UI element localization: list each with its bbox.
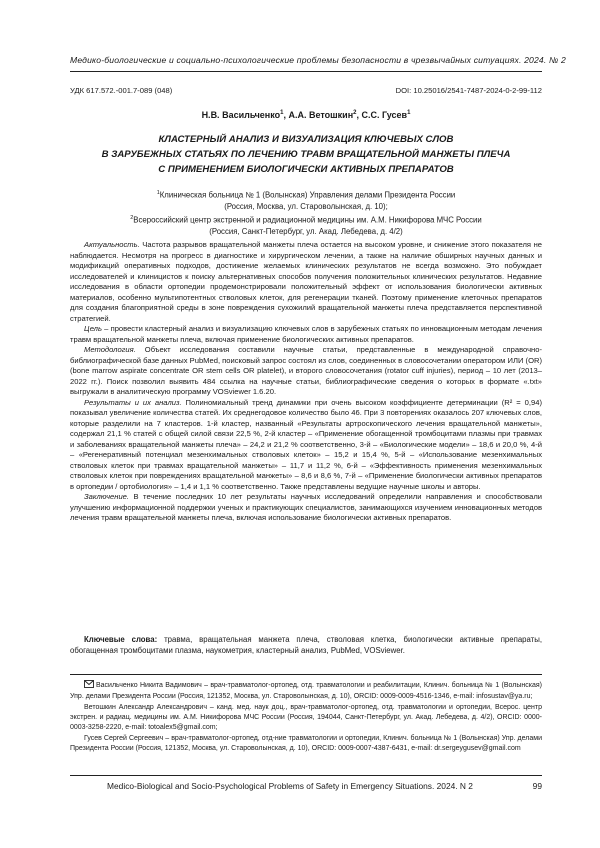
section-label: Методология. bbox=[84, 345, 136, 354]
title-line: В ЗАРУБЕЖНЫХ СТАТЬЯХ ПО ЛЕЧЕНИЮ ТРАВМ ВРАЩАТЕЛЬНОЙ МАНЖЕТЫ ПЛЕЧА bbox=[101, 148, 511, 160]
footnote-text: Ветошкин Александр Александрович – канд. мед. наук доц., врач-травматолог-ортопед, отд. травматологии и ортопедии, Всерос. центр экстрен. и радиац. медицины им. А.М. Никифорова МЧС России (Россия, 194044, Санкт-Петербург, ул. Акад. Лебедева, д. 4/2), ORCID: 0000-0003-3258-2220, e-mail: totoalex5@gmail.com; bbox=[70, 704, 542, 731]
title-line: КЛАСТЕРНЫЙ АНАЛИЗ И ВИЗУАЛИЗАЦИЯ КЛЮЧЕВЫХ СЛОВ bbox=[158, 134, 454, 145]
running-head-journal: Медико-биологические и социально-психологические проблемы безопасности в чрезвычайных ситуациях. 2024. № 2 bbox=[70, 55, 566, 65]
section-label: Цель bbox=[84, 324, 102, 333]
section-text: – провести кластерный анализ и визуализацию ключевых слов в зарубежных статьях по инновационным методам лечения травм вращательной манжеты плеча, включая применение биологических активных препаратов. bbox=[70, 324, 542, 344]
envelope-icon bbox=[84, 680, 94, 692]
title-line: С ПРИМЕНЕНИЕМ БИОЛОГИЧЕСКИ АКТИВНЫХ ПРЕПАРАТОВ bbox=[158, 163, 454, 175]
affiliation-mark: 2 bbox=[353, 110, 357, 116]
affiliation-text: Всероссийский центр экстренной и радиационной медицины им. А.М. Никифорова МЧС России bbox=[133, 215, 482, 225]
footnote bbox=[70, 734, 542, 754]
abstract-relevance bbox=[70, 240, 542, 324]
author-name: С.С. Гусев bbox=[361, 110, 408, 120]
affiliation-mark: 1 bbox=[280, 110, 284, 116]
keywords bbox=[70, 634, 542, 656]
abstract-methods bbox=[70, 345, 542, 398]
section-text: В течение последних 10 лет результаты научных исследований определили направления и способствовали улучшению информационной поддержки ученых и практикующих специалистов, занимающихся изучением инновационных методов лечения травм вращательной манжеты плеча, включая использование биологически активных препаратов. bbox=[70, 492, 542, 522]
abstract-aim bbox=[70, 324, 542, 345]
footer-journal: Medico-Biological and Socio-Psychological Problems of Safety in Emergency Situations. 2024. N 2 bbox=[107, 781, 473, 791]
section-text: Частота разрывов вращательной манжеты плеча остается на высоком уровне, и снижение этого показателя не наблюдается. Несмотря на прогресс в диагностике и хирургическом лечении, а также на наличие обширных научных данных и модификаций оперативных подходов, достижение желаемых клинических результатов не всегда возможно. Это побуждает исследователей и клиницистов к поиску альтернативных способов получения положительных клинических результатов. Недавние исследования в области ортопедии продемонстрировали положительный эффект от использования биологически активных материалов, особенно мультипотентных стволовых клеток, для регенерации тканей. Поэтому применение клеточных препаратов для создания благоприятной среды в зоне повреждения сухожилий вращательной манжеты плеча представляется перспективной стратегией. bbox=[70, 240, 542, 323]
article-title bbox=[70, 133, 542, 177]
footnote-text: Васильченко Никита Вадимович – врач-травматолог-ортопед, отд. травматологии и реабилитации, Клинич. больница № 1 (Волынская) Упр. делами Президента России (Россия, 121352, Москва, ул. Староволынская, д. 10), ORCID: 0009-0009-4516-1346, e-mail: infosustav@ya.ru; bbox=[70, 682, 542, 700]
affiliation-mark: 1 bbox=[407, 110, 411, 116]
section-text: Объект исследования составили научные статьи, представленные в международной справочно-библиографической базе данных PubMed, поисковый запрос состоял из слов, соединенных в словосочетании оператором ИЛИ (OR) (bone marrow aspirate concentrate OR stem cells OR platelet), и второго словосочетания (rotator cuff injuries), период – 10 лет (2013–2022 гг.). Поиск позволил выявить 484 ссылка на научные статьи, библиографические сведения о которых в формате «.txt» выгружали в аналитическую программу VOSviewer 1.6.20. bbox=[70, 345, 542, 396]
doi[interactable]: DOI: 10.25016/2541-7487-2024-0-2-99-112 bbox=[395, 86, 542, 95]
abstract-results bbox=[70, 398, 542, 493]
footer-divider bbox=[70, 775, 542, 776]
section-text: Полиномиальный тренд динамики при очень высоком коэффициенте детерминации (R² = 0,94) показывал увеличение количества статей. Их среднегодовое количество было 46. При 3 повторениях оказалось 207 ключевых слов, которые разделили на 7 кластеров. 1-й кластер, названный «Результаты артроскопического лечения вращательной манжеты», содержал 21,1 % статей с общей силой связи 22,5 %, 2-й кластер – «Применение обогащенной тромбоцитами плазмы при травмах и заболеваниях вращательной манжеты плеча» – 24,2 и 21,2 % соответственно, 3-й – «Биологические модели» – 18,6 и 20,0 %, 4-й – «Регенеративный потенциал мезенхимальных стволовых клеток» – 15,2 и 15,4 %, 5-й – «Использование мезенхимальных стволовых клеток при травмах вращательной манжеты» – 11,7 и 11,2 %, 6-й – «Эффективность применения мезенхимальных стволовых клеток при повреждениях вращательной манжеты» – 8,6 и 8,6 %, 7-й – «Применение биологически активных препаратов в ортопедии / ортобиология» – 1,4 и 1,1 % соответственно. Также представлены ведущие научные школы и авторы. bbox=[70, 397, 542, 491]
affiliation-mark: 2 bbox=[130, 214, 134, 221]
affiliations bbox=[70, 188, 542, 238]
footnote bbox=[70, 703, 542, 733]
affiliation-text: Клиническая больница № 1 (Волынская) Управления делами Президента России bbox=[159, 190, 456, 200]
footnote-divider bbox=[70, 674, 542, 675]
affiliation-address: (Россия, Москва, ул. Староволынская, д. 10); bbox=[224, 202, 388, 212]
abstract-conclusion bbox=[70, 492, 542, 524]
footnote bbox=[70, 680, 542, 702]
author-name: А.А. Ветошкин bbox=[288, 110, 354, 120]
udc-code: УДК 617.572.-001.7-089 (048) bbox=[70, 86, 173, 95]
section-label: Заключение. bbox=[84, 492, 130, 501]
keywords-text: травма, вращательная манжета плеча, стволовая клетка, биологически активные препараты, обогащенная тромбоцитами плазма, наукометрия, кластерный анализ, PubMed, VOSviewer. bbox=[70, 635, 542, 655]
author-name: Н.В. Васильченко bbox=[201, 110, 281, 120]
keywords-label: Ключевые слова: bbox=[84, 635, 158, 644]
author-footnotes bbox=[70, 680, 542, 755]
section-label: Актуальность. bbox=[84, 240, 140, 249]
abstract bbox=[70, 240, 542, 524]
footnote-text: Гусев Сергей Сергеевич – врач-травматолог-ортопед, отд-ние травматологии и ортопедии, Клинич. больница № 1 (Волынская) Упр. делами Президента России (Россия, 121352, Москва, ул. Староволынская, д. 10), ORCID: 0009-0007-4387-6431, e-mail: dr.sergeygusev@gmail.com bbox=[70, 735, 542, 752]
page-number: 99 bbox=[532, 781, 542, 791]
author-list: Н.В. Васильченко$^1$, А.А. Ветошкин$^2$, С.С. Гусев$^1$ bbox=[201, 110, 411, 120]
header-divider bbox=[70, 71, 542, 72]
affiliation-mark: 1 bbox=[156, 190, 160, 196]
affiliation-address: (Россия, Санкт-Петербург, ул. Акад. Лебедева, д. 4/2) bbox=[209, 226, 403, 236]
section-label: Результаты и их анализ. bbox=[84, 397, 182, 407]
meta-row bbox=[70, 86, 542, 95]
